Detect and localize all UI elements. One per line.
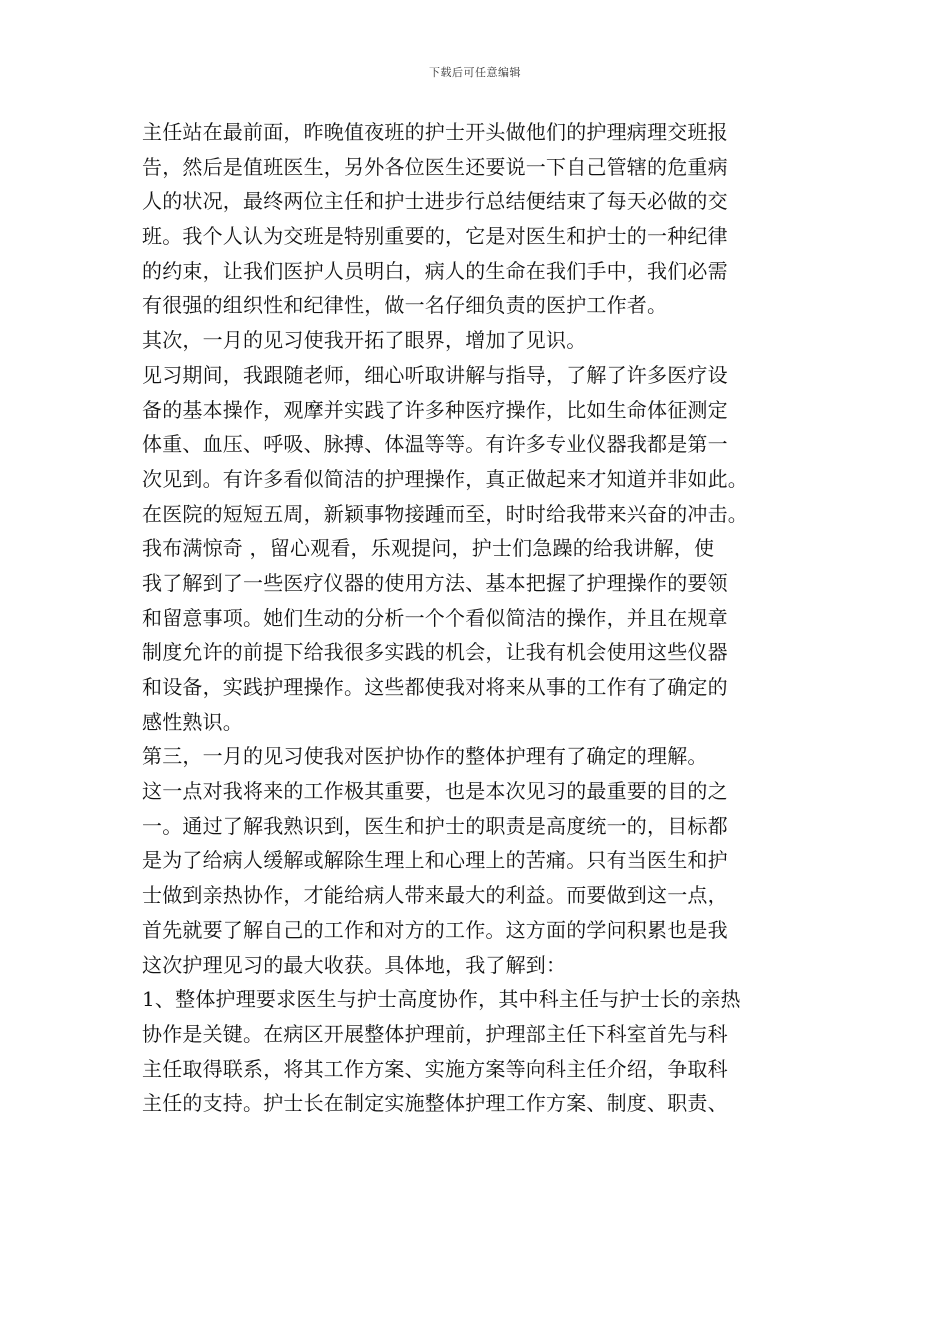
text-line: 人的状况，最终两位主任和护士进步行总结便结束了每天必做的交: [142, 189, 728, 214]
text-line: 首先就要了解自己的工作和对方的工作。这方面的学问积累也是我: [142, 917, 728, 942]
text-line: 是为了给病人缓解或解除生理上和心理上的苦痛。只有当医生和护: [142, 848, 728, 873]
text-line: 这一点对我将来的工作极其重要，也是本次见习的最重要的目的之: [142, 779, 728, 804]
text-line: 班。我个人认为交班是特别重要的，它是对医生和护士的一种纪律: [142, 224, 728, 249]
text-line: 这次护理见习的最大收获。具体地，我了解到：: [142, 952, 567, 977]
text-line: 一。通过了解我熟识到，医生和护士的职责是高度统一的，目标都: [142, 813, 728, 838]
text-line: 主任站在最前面，昨晚值夜班的护士开头做他们的护理病理交班报: [142, 120, 728, 144]
text-line: 其次，一月的见习使我开拓了眼界，增加了见识。: [142, 328, 587, 353]
text-line: 制度允许的前提下给我很多实践的机会，让我有机会使用这些仪器: [142, 640, 728, 665]
text-line: 的约束，让我们医护人员明白，病人的生命在我们手中，我们必需: [142, 258, 728, 283]
text-line: 见习期间，我跟随老师，细心听取讲解与指导，了解了许多医疗设: [142, 362, 728, 387]
text-line: 协作是关键。在病区开展整体护理前，护理部主任下科室首先与科: [142, 1021, 728, 1046]
text-line: 第三，一月的见习使我对医护协作的整体护理有了确定的理解。: [142, 744, 708, 769]
text-line: 次见到。有许多看似简洁的护理操作，真正做起来才知道并非如此。: [142, 466, 748, 491]
text-line: 主任取得联系，将其工作方案、实施方案等向科主任介绍，争取科: [142, 1056, 728, 1081]
text-line: 我了解到了一些医疗仪器的使用方法、基本把握了护理操作的要领: [142, 570, 728, 595]
text-line: 备的基本操作，观摩并实践了许多种医疗操作，比如生命体征测定: [142, 397, 728, 422]
body-text: [142, 115, 832, 1121]
text-line: 士做到亲热协作，才能给病人带来最大的利益。而要做到这一点，: [142, 883, 728, 908]
text-line: 主任的支持。护士长在制定实施整体护理工作方案、制度、职责、: [142, 1091, 728, 1116]
text-line: 1、整体护理要求医生与护士高度协作，其中科主任与护士长的亲热: [142, 987, 741, 1012]
page-header: 下载后可任意编辑: [429, 66, 521, 79]
text-line: 我布满惊奇 ，留心观看，乐观提问，护士们急躁的给我讲解，使: [142, 536, 715, 561]
text-line: 体重、血压、呼吸、脉搏、体温等等。有许多专业仪器我都是第一: [142, 432, 728, 457]
text-line: 和设备，实践护理操作。这些都使我对将来从事的工作有了确定的: [142, 675, 728, 699]
text-line: 和留意事项。她们生动的分析一个个看似简洁的操作，并且在规章: [142, 605, 728, 630]
text-line: 告，然后是值班医生，另外各位医生还要说一下自己管辖的危重病: [142, 154, 728, 179]
text-line: 在医院的短短五周，新颖事物接踵而至，时时给我带来兴奋的冲击。: [142, 501, 748, 526]
text-line: 有很强的组织性和纪律性，做一名仔细负责的医护工作者。: [142, 293, 668, 318]
text-line: 感性熟识。: [142, 709, 243, 734]
